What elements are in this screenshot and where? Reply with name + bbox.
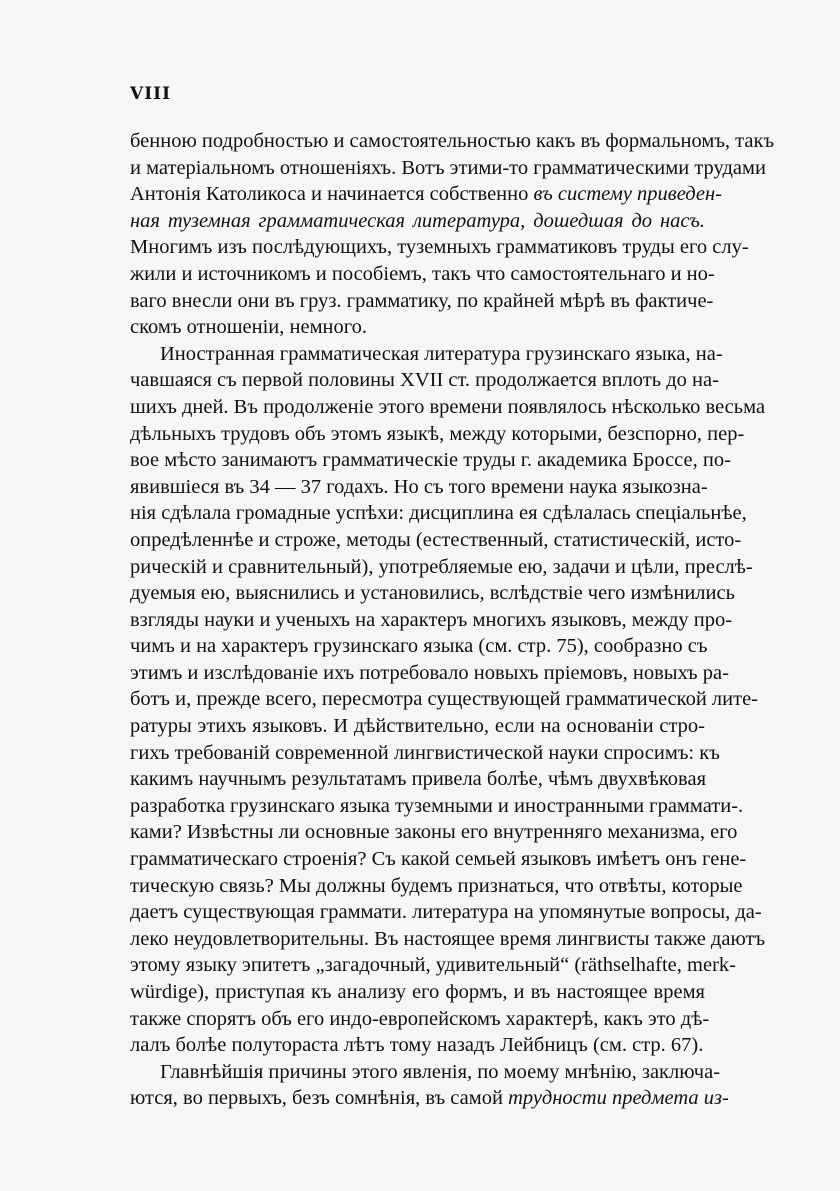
text-line: бенною подробностью и самостоятельностью какъ въ формальномъ, такъ bbox=[130, 130, 775, 152]
italic-phrase: ная туземная грамматическая литература, дошедшая до насъ. bbox=[130, 209, 705, 232]
text-line: шихъ дней. Въ продолженіе этого времени появлялось нѣсколько весьма bbox=[130, 395, 766, 418]
text-line: опредѣленнѣе и строже, методы (естественный, статистическій, исто- bbox=[130, 528, 742, 551]
text-line: явившіеся въ 34 — 37 годахъ. Но съ того времени наука языкозна- bbox=[130, 475, 708, 498]
text-line: ботъ и, прежде всего, пересмотра существующей грамматической лите- bbox=[130, 688, 759, 711]
italic-phrase: трудности предмета из- bbox=[508, 1087, 729, 1110]
text-line: вое мѣсто занимаютъ грамматическіе труды г. академика Броссе, по- bbox=[130, 449, 731, 472]
text-line: тическую связь? Мы должны будемъ признаться, что отвѣты, которые bbox=[130, 874, 743, 897]
text-line: würdige), приступая къ анализу его формъ, и въ настоящее время bbox=[130, 981, 705, 1003]
text-line bbox=[130, 1085, 729, 1112]
body-text bbox=[130, 128, 775, 1112]
text-line: гихъ требованій современной лингвистической науки спросимъ: къ bbox=[130, 741, 720, 764]
text-line: грамматическаго строенія? Съ какой семьей языковъ имѣетъ онъ гене- bbox=[130, 848, 747, 871]
text-line: взгляды науки и ученыхъ на характеръ многихъ языковъ, между про- bbox=[130, 608, 733, 631]
italic-phrase: въ систему приведен- bbox=[533, 183, 722, 206]
text-line: лалъ болѣе полутораста лѣтъ тому назадъ Лейбницъ (см. стр. 67). bbox=[130, 1034, 704, 1057]
text-line: этимъ и изслѣдованіе ихъ потребовало новыхъ пріемовъ, новыхъ ра- bbox=[130, 661, 729, 684]
text-line bbox=[130, 181, 722, 208]
text-line: леко неудовлетворительны. Въ настоящее время лингвисты также даютъ bbox=[130, 927, 766, 950]
text-line: дѣльныхъ трудовъ объ этомъ языкѣ, между которыми, безспорно, пер- bbox=[130, 422, 745, 445]
text-line: Многимъ изъ послѣдующихъ, туземныхъ грамматиковъ труды его слу- bbox=[130, 236, 749, 259]
text-line: нія сдѣлала громадные успѣхи: дисциплина ея сдѣлалась спеціальнѣе, bbox=[130, 502, 747, 525]
text-line: чавшаяся съ первой половины XVII ст. продолжается вплоть до на- bbox=[130, 369, 719, 392]
text-span: ются, во первыхъ, безъ сомнѣнія, въ самой bbox=[130, 1087, 503, 1110]
text-line bbox=[130, 208, 705, 235]
text-line: чимъ и на характеръ грузинскаго языка (см. стр. 75), сообразно съ bbox=[130, 635, 708, 658]
text-line: рическій и сравнительный), употребляемые ею, задачи и цѣли, преслѣ- bbox=[130, 555, 753, 578]
text-line: разработка грузинскаго языка туземными и иностранными граммати-. bbox=[130, 794, 744, 817]
text-line: и матеріальномъ отношеніяхъ. Вотъ этими-то грамматическими трудами bbox=[130, 156, 766, 179]
text-line: скомъ отношеніи, немного. bbox=[130, 316, 368, 339]
paragraph-start-line: Главнѣйшія причины этого явленія, по моему мнѣнію, заключа- bbox=[160, 1060, 721, 1083]
text-line: также спорятъ объ его индо-европейскомъ характерѣ, какъ это дѣ- bbox=[130, 1007, 710, 1030]
text-line: ратуры этихъ языковъ. И дѣйствительно, если на основаніи стро- bbox=[130, 715, 705, 738]
text-line: дуемыя ею, выяснились и установились, вслѣдствіе чего измѣнились bbox=[130, 582, 735, 605]
text-line: какимъ научнымъ результатамъ привела болѣе, чѣмъ двухвѣковая bbox=[130, 768, 706, 791]
paragraph-start-line: Иностранная грамматическая литература грузинскаго языка, на- bbox=[160, 342, 723, 365]
text-line: жили и источникомъ и пособіемъ, такъ что самостоятельнаго и но- bbox=[130, 262, 715, 285]
text-line: даетъ существующая граммати. литература на упомянутые вопросы, да- bbox=[130, 901, 762, 924]
text-line: ками? Извѣстны ли основные законы его внутренняго механизма, его bbox=[130, 821, 738, 844]
text-span: Антонія Католикоса и начинается собственно bbox=[130, 183, 529, 206]
text-line: этому языку эпитетъ „загадочный, удивительный“ (räthselhafte, merk- bbox=[130, 954, 736, 977]
text-line: ваго внесли они въ груз. грамматику, по крайней мѣрѣ въ фактиче- bbox=[130, 289, 714, 312]
page-number: VIII bbox=[130, 84, 172, 104]
